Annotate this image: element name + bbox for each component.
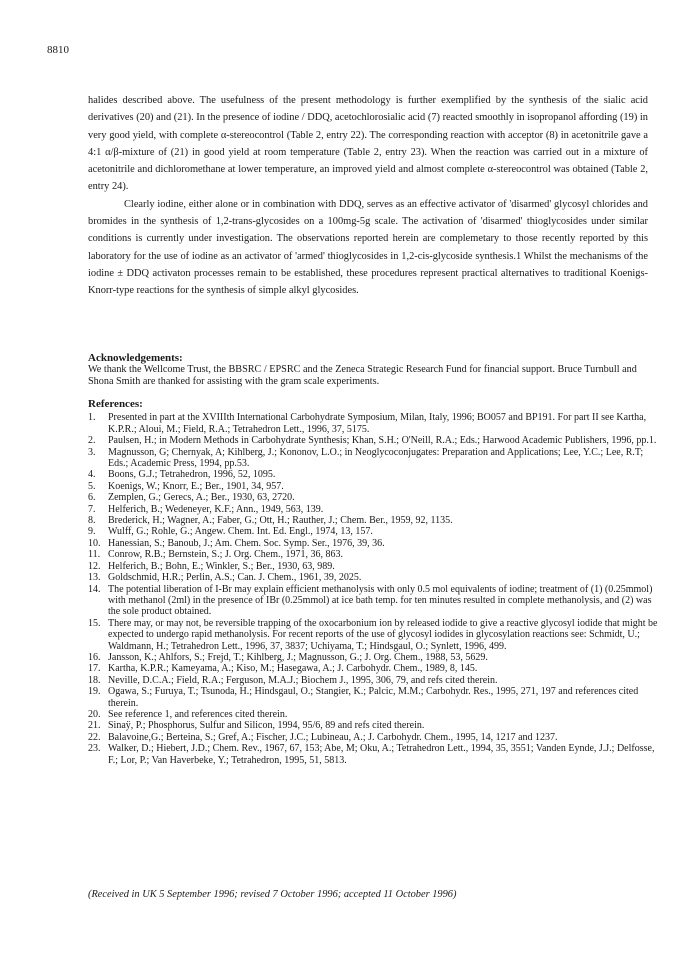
reference-item: [88, 720, 658, 731]
reference-number: 23.: [88, 743, 101, 755]
acknowledgements-section: [88, 352, 648, 389]
received-dates: [88, 889, 456, 900]
references-heading: References:: [88, 398, 143, 410]
reference-text: Helferich, B.; Bohn, E.; Winkler, S.; Ber., 1930, 63, 989.: [108, 560, 335, 572]
reference-number: 7.: [88, 503, 96, 515]
reference-item: [88, 561, 658, 572]
reference-number: 10.: [88, 537, 101, 549]
reference-item: [88, 526, 658, 537]
reference-text: Conrow, R.B.; Bernstein, S.; J. Org. Chem., 1971, 36, 863.: [108, 549, 344, 561]
reference-text: Wulff, G.; Rohle, G.; Angew. Chem. Int. Ed. Engl., 1974, 13, 157.: [108, 526, 373, 538]
reference-item: [88, 504, 658, 515]
reference-text: See reference 1, and references cited therein.: [108, 708, 288, 720]
reference-item: [88, 732, 658, 743]
reference-number: 11.: [88, 549, 101, 561]
references-section: [88, 399, 658, 766]
reference-number: 8.: [88, 515, 96, 527]
reference-text: Presented in part at the XVIIIth International Carbohydrate Symposium, Milan, Italy, 1996; BO057 and BP191. For part II see Kartha, K.P.R.; Aloui, M.; Field, R.A.; Tetrahedron Lett., 1996, 37, 5175.: [108, 412, 647, 435]
reference-item: [88, 538, 658, 549]
reference-number: 6.: [88, 492, 96, 504]
reference-item: [88, 492, 658, 503]
reference-text: Magnusson, G; Chernyak, A; Kihlberg, J.; Kononov, L.O.; in Neoglycoconjugates: Preparation and Applications; Lee, Y.C.; Lee, R.T; Eds.; Academic Press, 1994, pp.53.: [108, 446, 644, 470]
reference-item: [88, 469, 658, 480]
reference-text: Goldschmid, H.R.; Perlin, A.S.; Can. J. Chem., 1961, 39, 2025.: [108, 572, 362, 584]
reference-number: 12.: [88, 560, 101, 572]
reference-text: Zemplen, G.; Gerecs, A.; Ber., 1930, 63, 2720.: [108, 492, 295, 504]
reference-item: [88, 515, 658, 526]
reference-number: 17.: [88, 663, 101, 675]
reference-item: [88, 572, 658, 583]
reference-item: [88, 686, 658, 709]
reference-number: 3.: [88, 446, 96, 458]
reference-number: 1.: [88, 412, 96, 424]
reference-text: Balavoine,G.; Berteina, S.; Gref, A.; Fischer, J.C.; Lubineau, A.; J. Carbohydr. Chem., 1995, 14, 1217 and 1237.: [108, 731, 558, 743]
reference-number: 20.: [88, 708, 101, 720]
reference-item: [88, 652, 658, 663]
reference-text: Brederick, H.; Wagner, A.; Faber, G.; Ott, H.; Rauther, J.; Chem. Ber., 1959, 92, 1135.: [108, 515, 453, 527]
reference-text: Kartha, K.P.R.; Kameyama, A.; Kiso, M.; Hasegawa, A.; J. Carbohydr. Chem., 1989, 8, 145.: [108, 663, 478, 675]
reference-item: [88, 618, 658, 652]
reference-item: [88, 481, 658, 492]
reference-number: 22.: [88, 731, 101, 743]
reference-text: The potential liberation of I-Br may explain efficient methanolysis with only 0.5 mol equivalents of iodine; treatment of (1) (0.25mmol) with methanol (2ml) in the presence of IBr (0.25mmol) at ice bath temp. for ten minutes resulted in complete methanolysis, and (2) was the sole product obtained.: [108, 583, 653, 618]
acknowledgements-text: We thank the Wellcome Trust, the BBSRC / EPSRC and the Zeneca Strategic Research Fund for financial support. Bruce Turnbull and Shona Smith are thanked for assisting with the gram scale experiments.: [88, 364, 637, 388]
reference-number: 18.: [88, 674, 101, 686]
page-number: 8810: [47, 44, 69, 56]
reference-item: [88, 447, 658, 470]
reference-text: Boons, G.J.; Tetrahedron, 1996, 52, 1095.: [108, 469, 276, 481]
reference-item: [88, 435, 658, 446]
received-text: (Received in UK 5 September 1996; revised 7 October 1996; accepted 11 October 1996): [88, 889, 457, 900]
acknowledgements-heading: Acknowledgements:: [88, 352, 183, 364]
reference-number: 2.: [88, 435, 96, 447]
reference-number: 16.: [88, 651, 101, 663]
reference-text: Neville, D.C.A.; Field, R.A.; Ferguson, M.A.J.; Biochem J., 1995, 306, 79, and refs cited therein.: [108, 674, 498, 686]
reference-item: [88, 743, 658, 766]
reference-item: [88, 584, 658, 618]
body-paragraph-1: halides described above. The usefulness of the present methodology is further exemplified by the synthesis of the sialic acid derivatives (20) and (21). In the presence of iodine / DDQ, acetochlorosialic acid (7) reacted smoothly in isopropanol affording (19) in very good yield, with complete α-stereocontrol (Table 2, entry 22). The corresponding reaction with acceptor (8) in acetonitrile gave a 4:1 α/β-mixture of (21) in good yield at room temperature (Table 2, entry 23). When the reaction was carried out in a mixture of acetonitrile and dichloromethane at lower temperature, an improved yield and almost complete α-stereocontrol was obtained (Table 2, entry 24).: [88, 95, 648, 193]
reference-number: 15.: [88, 617, 101, 629]
reference-text: Jansson, K.; Ahlfors, S.; Frejd, T.; Kihlberg, J.; Magnusson, G.; J. Org. Chem., 1988, 53, 5629.: [108, 651, 488, 663]
body-paragraph-2: Clearly iodine, either alone or in combination with DDQ, serves as an effective activator of 'disarmed' glycosyl chlorides and bromides in the synthesis of 1,2-trans-glycosides on a 100mg-5g scale. The activation of 'disarmed' thioglycosides under similar conditions is currently under investigation. The observations reported herein are complemetary to those recently reported by this laboratory for the use of iodine as an activator of 'armed' thioglycosides in 1,2-cis-glycoside synthesis.1 Whilst the mechanisms of the iodine ± DDQ activaton processes remain to be established, these procedures represent practical alternatives to traditional Koenigs-Knorr-type reactions for the synthesis of simple alkyl glycosides.: [88, 198, 648, 297]
reference-item: [88, 663, 658, 674]
reference-number: 13.: [88, 572, 101, 584]
reference-text: Paulsen, H.; in Modern Methods in Carbohydrate Synthesis; Khan, S.H.; O'Neill, R.A.; Eds.; Harwood Academic Publishers, 1996, pp.1.: [108, 435, 657, 447]
reference-text: Helferich, B.; Wedeneyer, K.F.; Ann., 1949, 563, 139.: [108, 503, 324, 515]
reference-text: Hanessian, S.; Banoub, J.; Am. Chem. Soc. Symp. Ser., 1976, 39, 36.: [108, 537, 385, 549]
reference-item: [88, 549, 658, 560]
reference-text: Koenigs, W.; Knorr, E.; Ber., 1901, 34, 957.: [108, 480, 284, 492]
reference-number: 19.: [88, 686, 101, 698]
reference-text: Walker, D.; Hiebert, J.D.; Chem. Rev., 1967, 67, 153; Abe, M; Oku, A.; Tetrahedron Lett., 1994, 35, 3551; Vanden Eynde, J.J.; Delfosse, F.; Lor, P.; Van Haverbeke, Y.; Tetrahedron, 1995, 51, 5813.: [108, 743, 655, 766]
reference-text: There may, or may not, be reversible trapping of the oxocarbonium ion by released iodide to give a reactive glycosyl iodide that might be expected to undergo rapid methanolysis. For recent reports of the use of glycosyl iodides in glycosylation reactions see: Schmidt, U.; Waldmann, H.; Tetrahedron Lett., 1996, 37, 3837; Uchiyama, T.; Hindsgaul, O.; Synlett, 1996, 499.: [108, 617, 658, 652]
reference-item: [88, 709, 658, 720]
reference-number: 14.: [88, 583, 101, 595]
reference-text: Ogawa, S.; Furuya, T.; Tsunoda, H.; Hindsgaul, O.; Stangier, K.; Palcic, M.M.; Carbohydr. Res., 1995, 271, 197 and references cited therein.: [108, 686, 639, 709]
body-text: [88, 92, 648, 300]
reference-number: 9.: [88, 526, 96, 538]
reference-text: Sinaÿ, P.; Phosphorus, Sulfur and Silicon, 1994, 95/6, 89 and refs cited therein.: [108, 720, 425, 732]
reference-number: 5.: [88, 480, 96, 492]
reference-item: [88, 412, 658, 435]
reference-item: [88, 675, 658, 686]
reference-number: 21.: [88, 720, 101, 732]
reference-list: [88, 412, 658, 766]
reference-number: 4.: [88, 469, 96, 481]
